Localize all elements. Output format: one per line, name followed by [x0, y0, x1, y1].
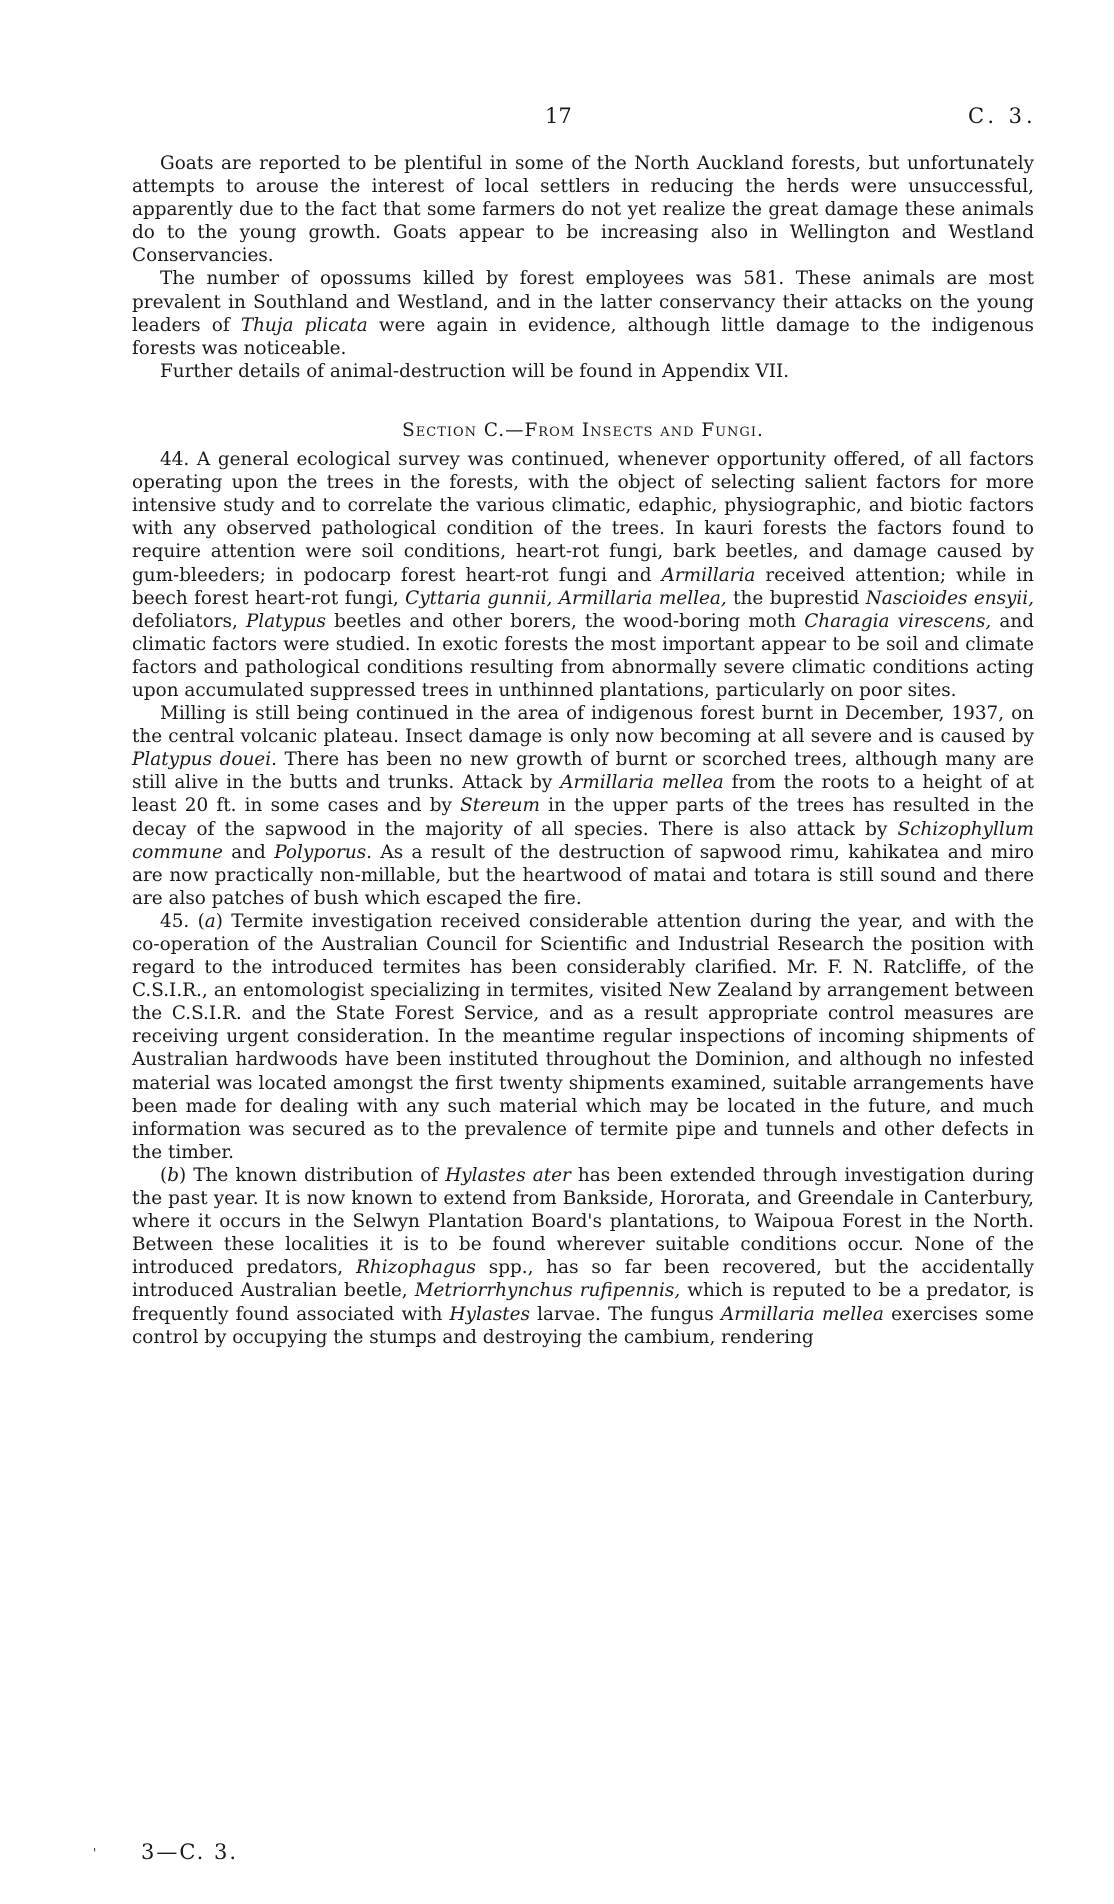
paragraph-44-ecological-survey: 44. A general ecological survey was continued, whenever opportunity offered, of all factors operating upon the trees in the forests, with the object of selecting salient factors for more intensive study and to correlate the various climatic, edaphic, physiographic, and biotic factors with any observed pathological condition of the trees. In kauri forests the factors found to require attention were soil conditions, heart-rot fungi, bark beetles, and damage caused by gum-bleeders; in podocarp forest heart-rot fungi and Armillaria received attention; while in beech forest heart-rot fungi, Cyttaria gunnii, Armillaria mellea, the buprestid Nascioides ensyii, defoliators, Platypus beetles and other borers, the wood-boring moth Charagia virescens, and climatic factors were studied. In exotic forests the most important appear to be soil and climate factors and pathological conditions resulting from abnormally severe climatic conditions acting upon accumulated suppressed trees in unthinned plantations, particularly on poor sites. [132, 449, 1035, 701]
paragraph-appendix-note: Further details of animal-destruction will be found in Appendix VII. [160, 360, 790, 382]
footer-mark: ' [93, 1846, 97, 1860]
body-text [132, 152, 1034, 1349]
paragraph-goats: Goats are reported to be plentiful in some of the North Auckland forests, but unfortunately attempts to arouse the interest of local settlers in reducing the herds were unsuccessful, apparently due to the fact that some farmers do not yet realize the great damage these animals do to the young growth. Goats appear to be increasing also in Wellington and Westland Conservancies. [132, 153, 1034, 267]
page-header [0, 104, 1114, 134]
paragraph-45b-hylastes: (b) The known distribution of Hylastes ater has been extended through investigation during the past year. It is now known to extend from Bankside, Hororata, and Greendale in Canterbury, where it occurs in the Selwyn Plantation Board's plantations, to Waipoua Forest in the North. Between these localities it is to be found wherever suitable conditions occur. None of the introduced predators, Rhizophagus spp., has so far been recovered, but the accidentally introduced Australian beetle, Metriorrhynchus rufipennis, which is reputed to be a predator, is frequently found associated with Hylastes larvae. The fungus Armillaria mellea exercises some control by occupying the stumps and destroying the cambium, rendering [132, 1164, 1035, 1348]
paragraph-45a-termites: 45. (a) Termite investigation received considerable attention during the year, and with the co-operation of the Australian Council for Scientific and Industrial Research the position with regard to the introduced termites has been considerably clarified. Mr. F. N. Ratcliffe, of the C.S.I.R., an entomologist specializing in termites, visited New Zealand by arrangement between the C.S.I.R. and the State Forest Service, and as a result appropriate control measures are receiving urgent consideration. In the meantime regular inspections of incoming shipments of Australian hardwoods have been instituted throughout the Dominion, and although no infested material was located amongst the first twenty shipments examined, suitable arrangements have been made for dealing with any such material which may be located in the future, and much information was secured as to the prevalence of termite pipe and tunnels and other defects in the timber. [132, 910, 1034, 1163]
section-title: Section C.—From Insects and Fungi. [402, 419, 764, 441]
document-reference: C. 3. [968, 104, 1037, 128]
paragraph-opossums: The number of opossums killed by forest employees was 581. These animals are most prevalent in Southland and Westland, and in the latter conservancy their attacks on the young leaders of Thuja plicata were again in evidence, although little damage to the indigenous forests was noticeable. [132, 268, 1034, 359]
paragraph-milling: Milling is still being continued in the area of indigenous forest burnt in December, 1937, on the central volcanic plateau. Insect damage is only now becoming at all severe and is caused by Platypus douei. There has been no new growth of burnt or scorched trees, although many are still alive in the butts and trunks. Attack by Armillaria mellea from the roots to a height of at least 20 ft. in some cases and by Stereum in the upper parts of the trees has resulted in the decay of the sapwood in the majority of all species. There is also attack by Schizophyllum commune and Polyporus. As a result of the destruction of sapwood rimu, kahikatea and miro are now practically non-millable, but the heartwood of matai and totara is still sound and there are also patches of bush which escaped the fire. [132, 703, 1034, 909]
footer-signature-ref: 3—C. 3. [141, 1840, 239, 1864]
page-number: 17 [545, 104, 572, 128]
